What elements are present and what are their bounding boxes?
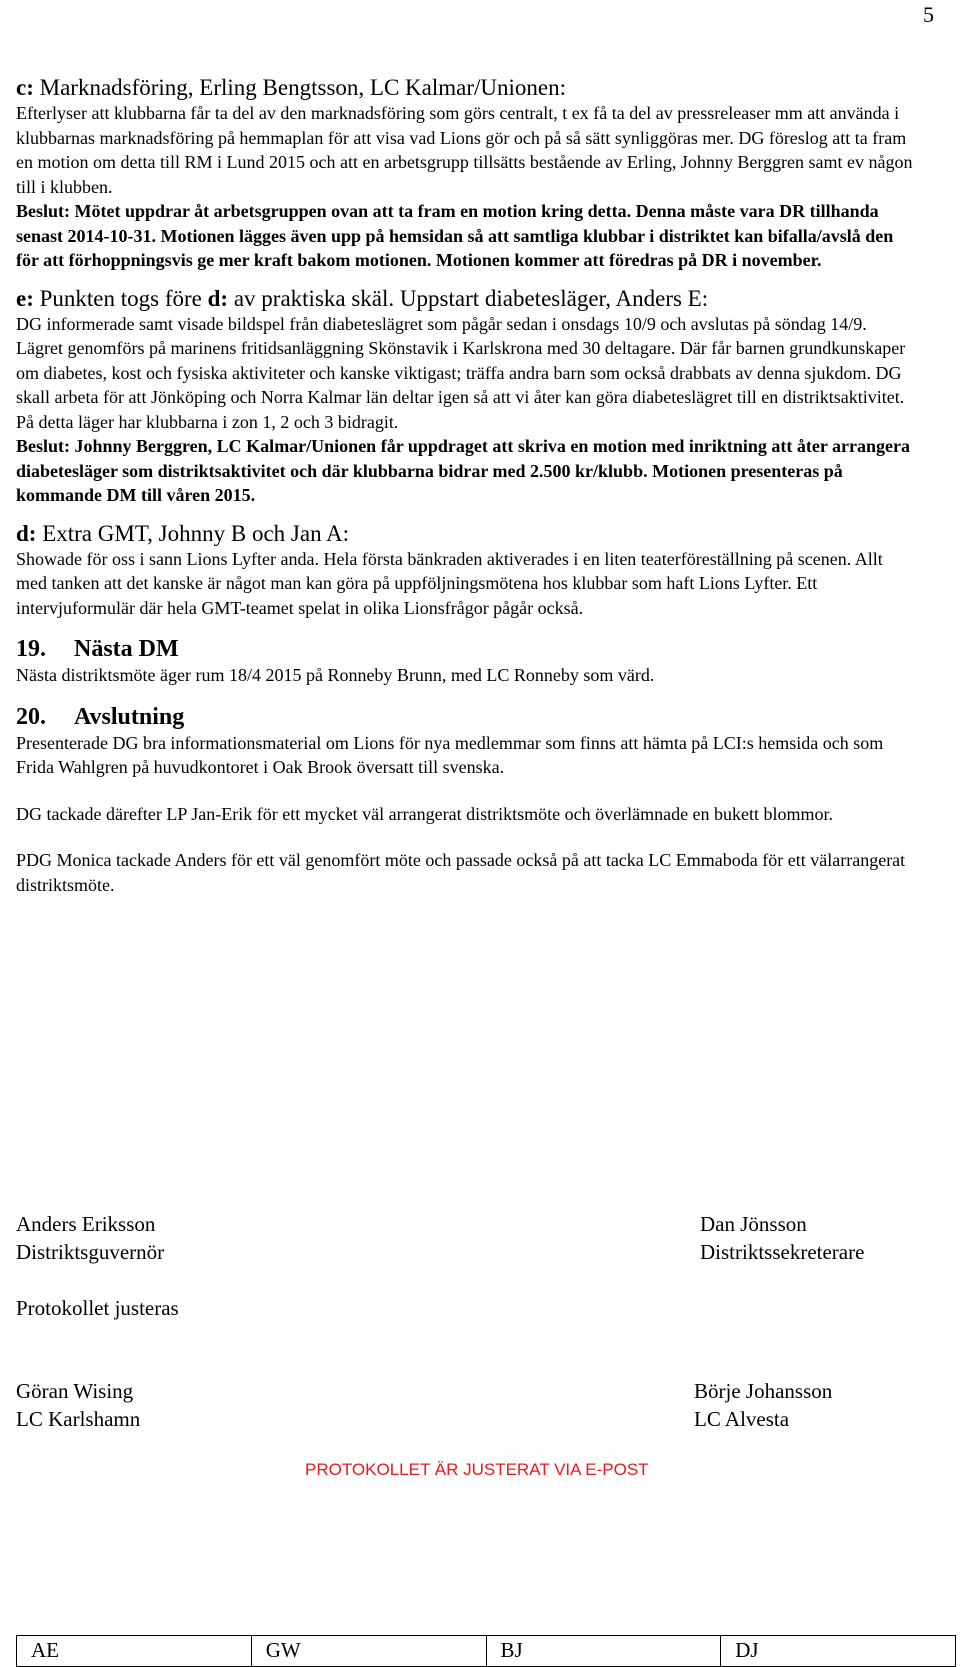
section-20-para1: Presenterade DG bra informationsmaterial om Lions för nya medlemmar som finns att hämta på LCI:s hemsida och som Frida Wahlgren på huvudkontoret i Oak Brook översatt till svenska. (16, 732, 884, 777)
signature-left (16, 1210, 164, 1266)
section-e-heading (16, 285, 916, 312)
section-e-ref-letter: d: (207, 285, 229, 311)
section-20-para3: PDG Monica tackade Anders för ett väl genomfört möte och passade också på att tacka LC Emmaboda för ett välarrangerat distriktsmöte. (16, 850, 906, 895)
verifier-right (694, 1377, 832, 1433)
verification-label: Protokollet justeras (16, 1296, 179, 1320)
verifier-left (16, 1377, 140, 1433)
section-e-decision: Beslut: Johnny Berggren, LC Kalmar/Unionen får uppdraget att skriva en motion med inriktning att åter arrangera diabetesläger som distriktsaktivitet och där klubbarna bidrar med 2.500 kr/klubb. Motionen presenteras på kommande DM till våren 2015. (16, 436, 910, 505)
section-c-decision: Beslut: Mötet uppdrar åt arbetsgruppen ovan att ta fram en motion kring detta. Denna måste vara DR tillhanda senast 2014-10-31. Motionen lägges även upp på hemsidan så att samtliga klubbar i distriktet kan bifalla/avslå den för att förhoppningsvis ge mer kraft bakom motionen. Motionen kommer att föredras på DR i november. (16, 201, 894, 270)
section-20-heading (16, 703, 916, 731)
section-e-letter: e: (16, 285, 34, 311)
section-d-body: Showade för oss i sann Lions Lyfter anda. Hela första bänkraden aktiverades i en liten teaterföreställning på scenen. Allt med tanken att det kanske är något man kan göra på uppföljningsmötena hos klubbar som haft Lions Lyfter. Ett intervjuformulär där hela GMT-teamet spelat in olika Lionsfrågor pågår också. (16, 548, 883, 618)
section-20-number: 20. (16, 703, 46, 730)
verifier-name-right: Börje Johansson (694, 1379, 833, 1403)
section-d-title: Extra GMT, Johnny B och Jan A: (36, 520, 350, 546)
section-19-title: Nästa DM (74, 636, 179, 662)
section-c-body: Efterlyser att klubbarna får ta del av den marknadsföring som görs centralt, t ex få ta del av pressreleaser mm att använda i klubbarnas marknadsföring på hemmaplan för att visa vad Lions gör och på så sätt synliggöras mer. DG föreslog att ta fram en motion om detta till RM i Lund 2015 och att en arbetsgrupp tillsätts bestående av Erling, Johnny Berggren samt ev någon till i klubben. (16, 103, 913, 197)
section-d-heading (16, 520, 916, 547)
verifier-club-left: LC Karlshamn (16, 1407, 141, 1431)
verifier-name-left: Göran Wising (16, 1379, 134, 1403)
section-c-letter: c: (16, 75, 34, 100)
section-e-title-b: av praktiska skäl. Uppstart diabetesläger, Anders E: (228, 285, 709, 311)
document-body (16, 74, 916, 897)
signer-role-left: Distriktsguvernör (16, 1240, 165, 1264)
section-19-heading (16, 635, 916, 663)
section-20-title: Avslutning (74, 703, 185, 730)
initials-cell: GW (251, 1636, 486, 1667)
signature-right (700, 1210, 864, 1266)
signer-name-right: Dan Jönsson (700, 1212, 807, 1236)
initials-table (16, 1635, 956, 1667)
section-19-body: Nästa distriktsmöte äger rum 18/4 2015 på Ronneby Brunn, med LC Ronneby som värd. (16, 665, 655, 685)
section-c-title: Marknadsföring, Erling Bengtsson, LC Kalmar/Unionen: (33, 75, 566, 100)
verified-notice: PROTOKOLLET ÄR JUSTERAT VIA E-POST (305, 1460, 649, 1479)
section-19-number: 19. (16, 636, 46, 662)
verifier-club-right: LC Alvesta (694, 1407, 790, 1431)
initials-cell: BJ (486, 1636, 721, 1667)
section-20-para2: DG tackade därefter LP Jan-Erik för ett mycket väl arrangerat distriktsmöte och överlämnade en bukett blommor. (16, 803, 834, 824)
section-e-body: DG informerade samt visade bildspel från diabeteslägret som pågår sedan i onsdags 10/9 och avslutas på söndag 14/9. Lägret genomförs på marinens fritidsanläggning Skönstavik i Karlskrona med 30 deltagare. Där får barnen grundkunskaper om diabetes, kost och fysiska aktiviteter och kanske viktigast; träffa andra barn som också drabbats av denna sjukdom. DG skall arbeta för att Jönköping och Norra Kalmar län deltar igen så att vi åter kan göra diabeteslägret till en distriktsaktivitet. På detta läger har klubbarna i zon 1, 2 och 3 bidragit. (16, 313, 906, 432)
section-d-letter: d: (16, 520, 37, 546)
signer-role-right: Distriktssekreterare (700, 1240, 865, 1264)
section-e-title-a: Punkten togs före (33, 285, 208, 311)
initials-cell: DJ (721, 1636, 956, 1667)
signer-name-left: Anders Eriksson (16, 1212, 156, 1236)
section-c-heading (16, 74, 916, 101)
page-number: 5 (923, 2, 934, 27)
initials-cell: AE (17, 1636, 252, 1667)
